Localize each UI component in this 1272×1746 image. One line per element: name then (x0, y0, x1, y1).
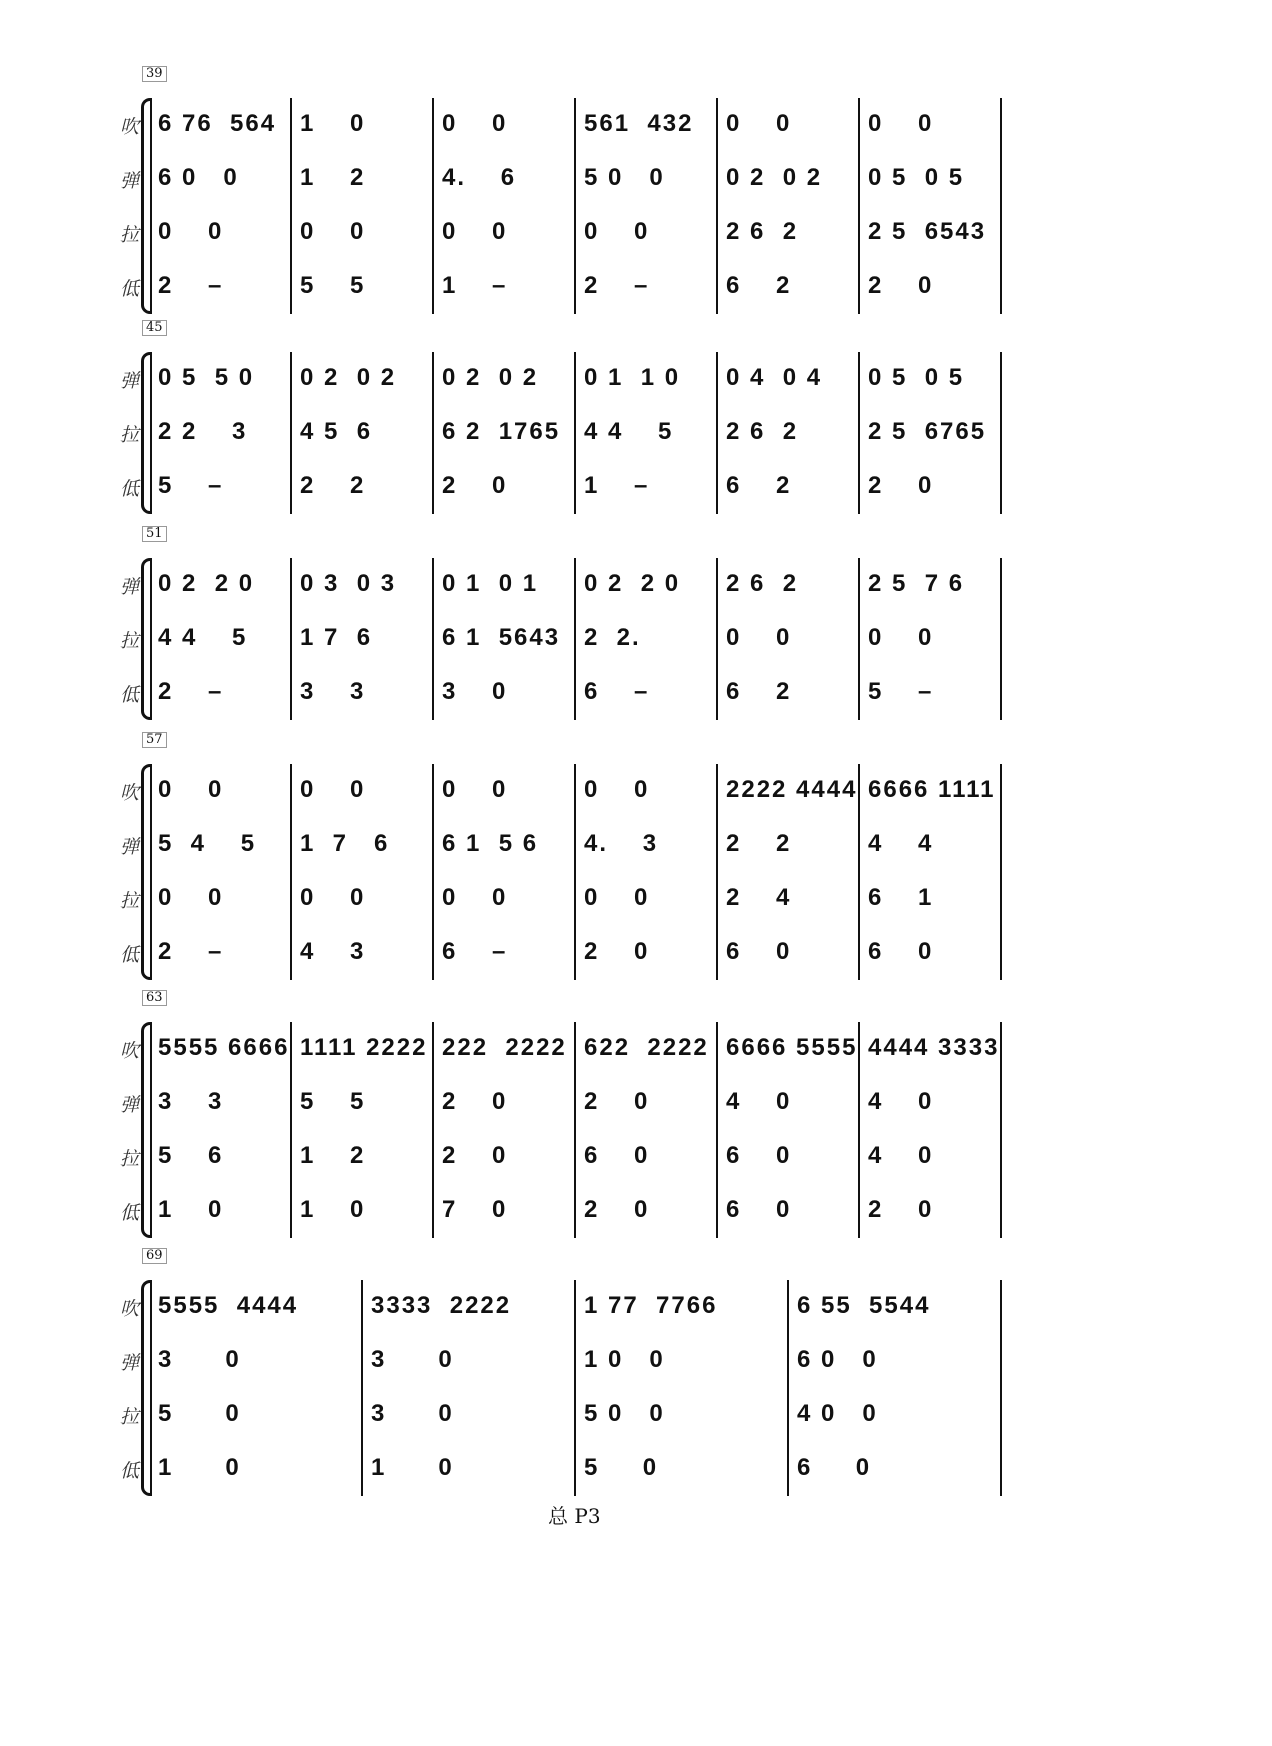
instrument-label: 低 (120, 944, 140, 966)
measure-notes: 2 0 (584, 1196, 650, 1223)
measure-notes: 0 0 (300, 218, 366, 245)
measure-notes: 0 2 2 0 (158, 570, 255, 597)
instrument-label: 弹 (120, 1094, 140, 1116)
measure-notes: 2 0 (868, 272, 934, 299)
measure-notes: 4 5 6 (300, 418, 373, 445)
measure-notes: 2 0 (868, 1196, 934, 1223)
barline (432, 98, 434, 314)
measure-number: 63 (142, 990, 167, 1006)
measure-notes: 4. 6 (442, 164, 517, 191)
measure-notes: 0 5 5 0 (158, 364, 255, 391)
barline (1000, 98, 1002, 314)
measure-notes: 6 0 (726, 1142, 792, 1169)
measure-notes: 2 – (584, 272, 650, 299)
measure-notes: 6 2 1765 (442, 418, 561, 445)
instrument-label: 拉 (120, 1406, 140, 1428)
measure-notes: 2 2. (584, 624, 641, 651)
system-bracket (141, 1280, 150, 1496)
barline (432, 352, 434, 514)
barline (574, 1022, 576, 1238)
measure-notes: 5555 4444 (158, 1292, 299, 1319)
measure-number: 51 (142, 526, 167, 542)
barline (290, 764, 292, 980)
measure-notes: 6 0 0 (158, 164, 239, 191)
measure-notes: 4 3 (300, 938, 366, 965)
measure-number: 39 (142, 66, 167, 82)
measure-notes: 1 77 7766 (584, 1292, 718, 1319)
instrument-label: 吹 (120, 116, 140, 138)
instrument-label: 吹 (120, 1040, 140, 1062)
measure-notes: 1 0 (158, 1454, 241, 1481)
measure-notes: 3 3 (300, 678, 366, 705)
measure-notes: 3333 2222 (371, 1292, 512, 1319)
measure-notes: 2 0 (584, 1088, 650, 1115)
measure-notes: 5 5 (300, 272, 366, 299)
instrument-label: 弹 (120, 170, 140, 192)
measure-notes: 622 2222 (584, 1034, 709, 1061)
measure-notes: 7 0 (442, 1196, 508, 1223)
measure-notes: 0 0 (584, 218, 650, 245)
measure-notes: 1 0 0 (584, 1346, 665, 1373)
measure-notes: 0 5 0 5 (868, 364, 965, 391)
barline (290, 558, 292, 720)
measure-notes: 0 0 (300, 776, 366, 803)
measure-notes: 5555 6666 (158, 1034, 290, 1061)
barline (574, 558, 576, 720)
start-barline (150, 352, 152, 514)
measure-notes: 6 2 (726, 678, 792, 705)
measure-notes: 6 0 (726, 1196, 792, 1223)
measure-notes: 0 0 (726, 624, 792, 651)
measure-notes: 5 0 (158, 1400, 241, 1427)
instrument-label: 拉 (120, 630, 140, 652)
measure-notes: 5 – (158, 472, 224, 499)
barline (574, 98, 576, 314)
system-bracket (141, 558, 150, 720)
barline (716, 764, 718, 980)
barline (361, 1280, 363, 1496)
measure-notes: 0 2 0 2 (726, 164, 823, 191)
instrument-label: 弹 (120, 576, 140, 598)
measure-notes: 3 0 (158, 1346, 241, 1373)
barline (716, 352, 718, 514)
measure-notes: 0 4 0 4 (726, 364, 823, 391)
measure-notes: 6 0 (726, 938, 792, 965)
measure-notes: 0 0 (158, 884, 224, 911)
measure-notes: 0 0 (442, 218, 508, 245)
measure-notes: 1111 2222 (300, 1034, 428, 1061)
measure-notes: 0 5 0 5 (868, 164, 965, 191)
measure-notes: 0 0 (726, 110, 792, 137)
measure-notes: 5 0 0 (584, 164, 665, 191)
start-barline (150, 1280, 152, 1496)
measure-notes: 4 0 (868, 1088, 934, 1115)
measure-notes: 4. 3 (584, 830, 659, 857)
measure-notes: 2 0 (868, 472, 934, 499)
measure-notes: 2 2 3 (158, 418, 248, 445)
measure-notes: 0 0 (442, 776, 508, 803)
measure-notes: 1 7 6 (300, 830, 390, 857)
barline (1000, 764, 1002, 980)
measure-notes: 0 0 (868, 110, 934, 137)
measure-notes: 1 – (584, 472, 650, 499)
measure-notes: 6 55 5544 (797, 1292, 931, 1319)
instrument-label: 吹 (120, 782, 140, 804)
instrument-label: 拉 (120, 424, 140, 446)
instrument-label: 弹 (120, 370, 140, 392)
measure-notes: 0 0 (158, 218, 224, 245)
measure-number: 57 (142, 732, 167, 748)
system-bracket (141, 1022, 150, 1238)
measure-notes: 2 6 2 (726, 218, 799, 245)
measure-notes: 6 76 564 (158, 110, 277, 137)
start-barline (150, 98, 152, 314)
measure-notes: 0 1 1 0 (584, 364, 681, 391)
measure-notes: 2 0 (442, 472, 508, 499)
measure-notes: 4 4 5 (158, 624, 248, 651)
measure-notes: 0 1 0 1 (442, 570, 539, 597)
measure-notes: 4 4 5 (584, 418, 674, 445)
measure-notes: 0 0 (300, 884, 366, 911)
instrument-label: 吹 (120, 1298, 140, 1320)
measure-notes: 5 0 0 (584, 1400, 665, 1427)
barline (432, 558, 434, 720)
barline (858, 764, 860, 980)
measure-notes: 2 0 (442, 1088, 508, 1115)
barline (574, 764, 576, 980)
measure-notes: 3 0 (442, 678, 508, 705)
measure-notes: 3 0 (371, 1346, 454, 1373)
measure-notes: 2 5 6765 (868, 418, 987, 445)
barline (858, 558, 860, 720)
measure-notes: 1 0 (300, 110, 366, 137)
barline (1000, 1280, 1002, 1496)
measure-notes: 6 1 5643 (442, 624, 561, 651)
measure-notes: 0 0 (442, 884, 508, 911)
measure-notes: 0 2 2 0 (584, 570, 681, 597)
measure-notes: 2 2 (726, 830, 792, 857)
barline (858, 1022, 860, 1238)
measure-notes: 1 0 (158, 1196, 224, 1223)
instrument-label: 低 (120, 684, 140, 706)
measure-number: 69 (142, 1248, 167, 1264)
measure-notes: 2 5 7 6 (868, 570, 965, 597)
start-barline (150, 1022, 152, 1238)
measure-notes: 0 0 (584, 884, 650, 911)
measure-notes: 4 4 (868, 830, 934, 857)
page-footer: 总 P3 (548, 1504, 601, 1528)
measure-notes: 3 0 (371, 1400, 454, 1427)
measure-notes: 222 2222 (442, 1034, 567, 1061)
measure-notes: 0 0 (158, 776, 224, 803)
measure-notes: 6 2 (726, 272, 792, 299)
barline (574, 1280, 576, 1496)
system-bracket (141, 764, 150, 980)
measure-notes: 6 0 (868, 938, 934, 965)
measure-notes: 1 – (442, 272, 508, 299)
measure-notes: 6 – (584, 678, 650, 705)
measure-notes: 2222 4444 (726, 776, 858, 803)
instrument-label: 低 (120, 1460, 140, 1482)
barline (1000, 1022, 1002, 1238)
measure-notes: 5 6 (158, 1142, 224, 1169)
barline (858, 352, 860, 514)
measure-notes: 6 1 5 6 (442, 830, 539, 857)
measure-notes: 2 0 (442, 1142, 508, 1169)
measure-notes: 2 6 2 (726, 570, 799, 597)
measure-notes: 2 4 (726, 884, 792, 911)
measure-notes: 5 – (868, 678, 934, 705)
measure-notes: 0 3 0 3 (300, 570, 397, 597)
measure-notes: 0 0 (868, 624, 934, 651)
measure-notes: 0 0 (584, 776, 650, 803)
measure-notes: 4 0 0 (797, 1400, 878, 1427)
measure-notes: 6666 1111 (868, 776, 996, 803)
measure-notes: 1 7 6 (300, 624, 373, 651)
barline (1000, 558, 1002, 720)
measure-notes: 6 0 (797, 1454, 872, 1481)
measure-notes: 6 2 (726, 472, 792, 499)
measure-notes: 561 432 (584, 110, 694, 137)
measure-notes: 2 0 (584, 938, 650, 965)
measure-notes: 6 0 0 (797, 1346, 878, 1373)
measure-notes: 2 2 (300, 472, 366, 499)
barline (290, 352, 292, 514)
measure-notes: 2 5 6543 (868, 218, 987, 245)
start-barline (150, 558, 152, 720)
measure-notes: 5 5 (300, 1088, 366, 1115)
system-bracket (141, 352, 150, 514)
barline (716, 1022, 718, 1238)
measure-notes: 1 2 (300, 1142, 366, 1169)
instrument-label: 低 (120, 478, 140, 500)
measure-notes: 5 4 5 (158, 830, 257, 857)
measure-notes: 6 0 (584, 1142, 650, 1169)
barline (716, 98, 718, 314)
start-barline (150, 764, 152, 980)
barline (432, 764, 434, 980)
measure-notes: 1 0 (371, 1454, 454, 1481)
instrument-label: 弹 (120, 1352, 140, 1374)
measure-notes: 1 0 (300, 1196, 366, 1223)
barline (787, 1280, 789, 1496)
measure-number: 45 (142, 320, 167, 336)
measure-notes: 0 0 (442, 110, 508, 137)
measure-notes: 3 3 (158, 1088, 224, 1115)
measure-notes: 2 6 2 (726, 418, 799, 445)
measure-notes: 6 1 (868, 884, 934, 911)
measure-notes: 5 0 (584, 1454, 659, 1481)
measure-notes: 2 – (158, 272, 224, 299)
instrument-label: 弹 (120, 836, 140, 858)
measure-notes: 4 0 (726, 1088, 792, 1115)
measure-notes: 6 – (442, 938, 508, 965)
barline (858, 98, 860, 314)
system-bracket (141, 98, 150, 314)
measure-notes: 4 0 (868, 1142, 934, 1169)
barline (432, 1022, 434, 1238)
instrument-label: 拉 (120, 1148, 140, 1170)
barline (574, 352, 576, 514)
measure-notes: 0 2 0 2 (442, 364, 539, 391)
measure-notes: 2 – (158, 938, 224, 965)
instrument-label: 低 (120, 1202, 140, 1224)
measure-notes: 1 2 (300, 164, 366, 191)
measure-notes: 6666 5555 (726, 1034, 858, 1061)
barline (290, 98, 292, 314)
measure-notes: 0 2 0 2 (300, 364, 397, 391)
instrument-label: 拉 (120, 890, 140, 912)
barline (290, 1022, 292, 1238)
barline (1000, 352, 1002, 514)
measure-notes: 4444 3333 (868, 1034, 1000, 1061)
instrument-label: 拉 (120, 224, 140, 246)
instrument-label: 低 (120, 278, 140, 300)
barline (716, 558, 718, 720)
measure-notes: 2 – (158, 678, 224, 705)
